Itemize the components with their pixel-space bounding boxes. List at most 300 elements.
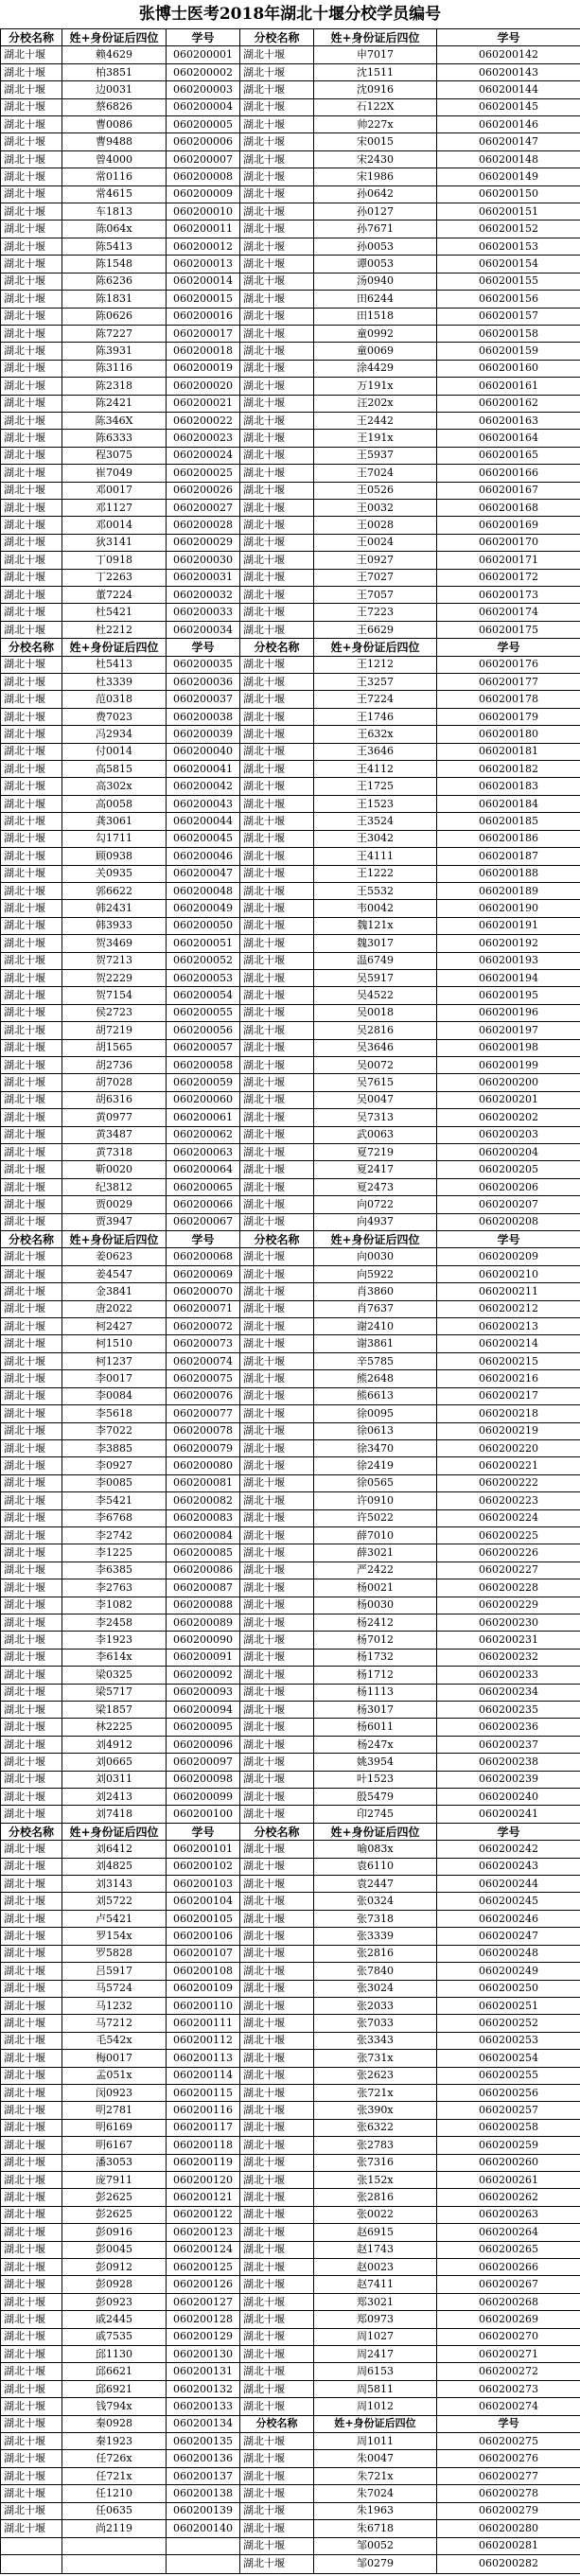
id-cell: 060200080 [167, 1457, 240, 1474]
name-cell: 姜0623 [62, 1248, 167, 1265]
name-cell: 许5022 [314, 1509, 437, 1526]
id-cell: 060200222 [437, 1474, 580, 1491]
name-cell: 费7023 [62, 708, 167, 725]
table-row [1, 1509, 580, 1526]
name-cell: 付0014 [62, 743, 167, 760]
school-cell: 湖北十堰 [1, 1265, 62, 1282]
id-cell: 060200246 [437, 1910, 580, 1927]
name-cell: 王7223 [314, 604, 437, 621]
id-cell: 060200044 [167, 813, 240, 830]
name-cell: 徐0565 [314, 1474, 437, 1491]
table-row [1, 900, 580, 917]
school-cell: 湖北十堰 [1, 1283, 62, 1300]
school-cell: 湖北十堰 [240, 2050, 314, 2067]
school-cell: 湖北十堰 [1, 2084, 62, 2101]
school-cell: 湖北十堰 [1, 325, 62, 342]
school-cell: 湖北十堰 [240, 569, 314, 586]
name-cell: 胡7028 [62, 1074, 167, 1091]
name-cell: 赵7411 [314, 2276, 437, 2293]
school-cell: 湖北十堰 [1, 81, 62, 98]
name-cell: 孙0642 [314, 185, 437, 203]
table-row [1, 917, 580, 934]
table-row [1, 1300, 580, 1317]
school-cell: 湖北十堰 [1, 2241, 62, 2258]
school-cell: 湖北十堰 [1, 203, 62, 221]
id-cell: 060200096 [167, 1736, 240, 1753]
name-cell: 王1523 [314, 795, 437, 812]
id-cell: 060200085 [167, 1544, 240, 1561]
id-cell: 060200195 [437, 987, 580, 1004]
school-cell: 湖北十堰 [1, 830, 62, 847]
name-cell: 杨1712 [314, 1667, 437, 1684]
school-cell: 湖北十堰 [240, 2502, 314, 2519]
table-row [1, 621, 580, 638]
school-cell: 湖北十堰 [240, 813, 314, 830]
name-cell: 侯2723 [62, 1004, 167, 1021]
school-cell: 湖北十堰 [240, 1056, 314, 1073]
school-cell: 湖北十堰 [1, 2467, 62, 2484]
id-cell: 060200130 [167, 2346, 240, 2363]
school-cell: 湖北十堰 [240, 969, 314, 986]
name-cell: 张2816 [314, 1945, 437, 1962]
id-cell: 060200063 [167, 1144, 240, 1161]
id-cell: 060200278 [437, 2485, 580, 2502]
id-cell: 060200072 [167, 1318, 240, 1335]
school-cell: 湖北十堰 [240, 150, 314, 168]
id-cell: 060200237 [437, 1736, 580, 1753]
name-cell: 王191x [314, 430, 437, 447]
id-cell: 060200020 [167, 378, 240, 395]
table-row [1, 1004, 580, 1021]
school-cell: 湖北十堰 [1, 1614, 62, 1631]
name-cell: 肖3860 [314, 1283, 437, 1300]
name-cell: 李1923 [62, 1632, 167, 1649]
id-cell: 060200277 [437, 2467, 580, 2484]
name-cell: 彭0912 [62, 2259, 167, 2276]
id-cell: 060200271 [437, 2346, 580, 2363]
name-cell: 马7212 [62, 2015, 167, 2032]
id-cell: 060200202 [437, 1109, 580, 1126]
table-row [1, 1492, 580, 1509]
school-cell: 湖北十堰 [1, 1597, 62, 1614]
school-cell: 湖北十堰 [1, 2415, 62, 2432]
table-row [1, 691, 580, 708]
name-cell: 明6169 [62, 2119, 167, 2136]
name-cell: 吴5917 [314, 969, 437, 986]
school-cell: 湖北十堰 [1, 952, 62, 969]
name-cell: 申7017 [314, 46, 437, 63]
id-cell: 060200102 [167, 1858, 240, 1875]
name-cell: 金3841 [62, 1283, 167, 1300]
id-cell: 060200233 [437, 1667, 580, 1684]
id-cell: 060200213 [437, 1318, 580, 1335]
id-cell: 060200024 [167, 447, 240, 464]
name-cell: 彭0045 [62, 2241, 167, 2258]
id-cell: 060200176 [437, 656, 580, 673]
table-row [1, 2206, 580, 2223]
id-cell: 060200153 [437, 238, 580, 255]
id-cell: 060200126 [167, 2276, 240, 2293]
name-cell: 丁0918 [62, 552, 167, 569]
id-cell: 060200280 [437, 2520, 580, 2537]
table-row [1, 969, 580, 986]
id-cell: 060200197 [437, 1022, 580, 1039]
school-cell: 湖北十堰 [240, 168, 314, 185]
school-cell: 湖北十堰 [240, 534, 314, 551]
name-cell: 许0910 [314, 1492, 437, 1509]
table-row [1, 98, 580, 115]
school-cell: 湖北十堰 [240, 656, 314, 673]
header-cell-0: 分校名称 [1, 639, 62, 656]
name-cell: 郭6622 [62, 882, 167, 899]
id-cell: 060200027 [167, 499, 240, 516]
name-cell: 李0017 [62, 1370, 167, 1387]
table-row [1, 1178, 580, 1195]
id-cell: 060200039 [167, 726, 240, 743]
name-cell: 李3885 [62, 1439, 167, 1456]
table-row [1, 639, 580, 656]
table-row [1, 935, 580, 952]
table-row [1, 2067, 580, 2084]
name-cell: 叶1523 [314, 1771, 437, 1788]
school-cell: 湖北十堰 [1, 2154, 62, 2171]
table-row [1, 1910, 580, 1927]
id-cell: 060200194 [437, 969, 580, 986]
name-cell: 邓0014 [62, 517, 167, 534]
school-cell: 湖北十堰 [1, 499, 62, 516]
id-cell: 060200068 [167, 1248, 240, 1265]
table-row [1, 2328, 580, 2345]
name-cell: 杜5421 [62, 604, 167, 621]
id-cell: 060200056 [167, 1022, 240, 1039]
id-cell: 060200151 [437, 203, 580, 221]
school-cell: 湖北十堰 [1, 1876, 62, 1893]
school-cell: 湖北十堰 [1, 360, 62, 377]
name-cell: 张152x [314, 2171, 437, 2188]
id-cell: 060200198 [437, 1039, 580, 1056]
school-cell: 湖北十堰 [240, 2328, 314, 2345]
school-cell: 湖北十堰 [1, 1858, 62, 1875]
school-cell: 湖北十堰 [1, 1091, 62, 1108]
table-row [1, 1841, 580, 1858]
school-cell: 湖北十堰 [1, 1178, 62, 1195]
school-cell: 湖北十堰 [240, 1439, 314, 1456]
name-cell: 杨0021 [314, 1579, 437, 1597]
name-cell: 马5724 [62, 1980, 167, 1997]
table-row [1, 2241, 580, 2258]
school-cell: 湖北十堰 [1, 2189, 62, 2206]
name-cell: 柯2427 [62, 1318, 167, 1335]
school-cell: 湖北十堰 [240, 1492, 314, 1509]
school-cell: 湖北十堰 [240, 935, 314, 952]
name-cell: 姜4547 [62, 1265, 167, 1282]
name-cell: 陈1831 [62, 291, 167, 308]
id-cell: 060200232 [437, 1649, 580, 1666]
table-row [1, 2502, 580, 2519]
school-cell: 湖北十堰 [240, 1248, 314, 1265]
id-cell: 060200244 [437, 1876, 580, 1893]
school-cell: 湖北十堰 [240, 517, 314, 534]
table-row [1, 1039, 580, 1056]
school-cell: 湖北十堰 [1, 2137, 62, 2154]
school-cell: 湖北十堰 [240, 900, 314, 917]
id-cell: 060200098 [167, 1771, 240, 1788]
school-cell: 湖北十堰 [240, 2554, 314, 2573]
school-cell: 湖北十堰 [240, 1841, 314, 1858]
id-cell: 060200276 [437, 2450, 580, 2467]
school-cell: 湖北十堰 [1, 1928, 62, 1945]
school-cell: 湖北十堰 [240, 465, 314, 482]
name-cell: 王6629 [314, 621, 437, 638]
id-cell: 060200170 [437, 534, 580, 551]
id-cell: 060200145 [437, 98, 580, 115]
school-cell: 湖北十堰 [1, 2171, 62, 2188]
name-cell: 卢5421 [62, 1910, 167, 1927]
school-cell: 湖北十堰 [1, 848, 62, 865]
id-cell: 060200241 [437, 1806, 580, 1823]
id-cell: 060200113 [167, 2050, 240, 2067]
school-cell: 湖北十堰 [1, 1980, 62, 1997]
id-cell: 060200033 [167, 604, 240, 621]
name-cell: 夏2417 [314, 1161, 437, 1178]
school-cell: 湖北十堰 [240, 2467, 314, 2484]
name-cell: 向5922 [314, 1265, 437, 1282]
school-cell: 湖北十堰 [1, 2485, 62, 2502]
id-cell: 060200090 [167, 1632, 240, 1649]
school-cell: 湖北十堰 [240, 2206, 314, 2223]
table-row [1, 430, 580, 447]
name-cell: 向0030 [314, 1248, 437, 1265]
table-row [1, 1213, 580, 1230]
id-cell: 060200272 [437, 2363, 580, 2380]
id-cell: 060200211 [437, 1283, 580, 1300]
table-row [1, 482, 580, 499]
name-cell: 贺7154 [62, 987, 167, 1004]
school-cell: 湖北十堰 [1, 2224, 62, 2241]
table-row [1, 2346, 580, 2363]
name-cell: 梅0017 [62, 2050, 167, 2067]
name-cell: 谭0053 [314, 256, 437, 273]
id-cell: 060200007 [167, 150, 240, 168]
school-cell: 湖北十堰 [1, 2119, 62, 2136]
name-cell: 宋2430 [314, 150, 437, 168]
table-row [1, 150, 580, 168]
name-cell: 杜5413 [62, 656, 167, 673]
id-cell: 060200095 [167, 1719, 240, 1736]
id-cell: 060200048 [167, 882, 240, 899]
table-row [1, 1074, 580, 1091]
id-cell: 060200114 [167, 2067, 240, 2084]
table-row [1, 308, 580, 325]
name-cell: 周1027 [314, 2328, 437, 2345]
table-row [1, 761, 580, 778]
table-row [1, 1544, 580, 1561]
school-cell: 湖北十堰 [240, 761, 314, 778]
school-cell: 湖北十堰 [240, 395, 314, 412]
table-row [1, 1422, 580, 1439]
school-cell: 湖北十堰 [1, 1074, 62, 1091]
school-cell: 湖北十堰 [1, 221, 62, 238]
table-row [1, 1997, 580, 2014]
name-cell: 谢2410 [314, 1318, 437, 1335]
name-cell: 薛7010 [314, 1526, 437, 1544]
table-row [1, 360, 580, 377]
name-cell: 杨1113 [314, 1684, 437, 1701]
table-row [1, 1352, 580, 1369]
header-cell-1: 姓+身份证后四位 [314, 639, 437, 656]
id-cell: 060200188 [437, 865, 580, 882]
id-cell: 060200223 [437, 1492, 580, 1509]
id-cell: 060200175 [437, 621, 580, 638]
table-row [1, 987, 580, 1004]
school-cell: 湖北十堰 [240, 795, 314, 812]
school-cell: 湖北十堰 [240, 917, 314, 934]
id-cell: 060200043 [167, 795, 240, 812]
id-cell: 060200152 [437, 221, 580, 238]
name-cell: 彭2625 [62, 2189, 167, 2206]
id-cell: 060200166 [437, 465, 580, 482]
id-cell: 060200187 [437, 848, 580, 865]
school-cell: 湖北十堰 [240, 1667, 314, 1684]
table-row [1, 2259, 580, 2276]
id-cell: 060200061 [167, 1109, 240, 1126]
name-cell: 张2033 [314, 1997, 437, 2014]
table-row [1, 1928, 580, 1945]
name-cell: 汤0940 [314, 273, 437, 290]
id-cell: 060200172 [437, 569, 580, 586]
id-cell: 060200082 [167, 1492, 240, 1509]
school-cell: 湖北十堰 [1, 865, 62, 882]
name-cell: 吴0047 [314, 1091, 437, 1108]
id-cell: 060200073 [167, 1335, 240, 1352]
name-cell: 刘6412 [62, 1841, 167, 1858]
id-cell: 060200274 [437, 2398, 580, 2415]
school-cell: 湖北十堰 [240, 1300, 314, 1317]
id-cell: 060200137 [167, 2467, 240, 2484]
school-cell: 湖北十堰 [240, 46, 314, 63]
school-cell: 湖北十堰 [1, 1039, 62, 1056]
school-cell: 湖北十堰 [240, 2067, 314, 2084]
school-cell: 湖北十堰 [240, 482, 314, 499]
school-cell: 湖北十堰 [240, 621, 314, 638]
name-cell: 董7224 [62, 587, 167, 604]
school-cell: 湖北十堰 [240, 1074, 314, 1091]
id-cell: 060200268 [437, 2293, 580, 2310]
id-cell: 060200062 [167, 1126, 240, 1143]
table-row [1, 81, 580, 98]
table-row [1, 604, 580, 621]
id-cell: 060200238 [437, 1754, 580, 1771]
school-cell: 湖北十堰 [240, 2171, 314, 2188]
id-cell: 060200023 [167, 430, 240, 447]
school-cell: 湖北十堰 [240, 2189, 314, 2206]
name-cell: 彭0923 [62, 2293, 167, 2310]
table-row [1, 2433, 580, 2450]
table-row [1, 2467, 580, 2484]
table-row [1, 2485, 580, 2502]
name-cell: 朱6718 [314, 2520, 437, 2537]
school-cell: 湖北十堰 [240, 1526, 314, 1544]
name-cell: 王3646 [314, 743, 437, 760]
school-cell: 湖北十堰 [1, 917, 62, 934]
school-cell: 湖北十堰 [1, 1526, 62, 1544]
name-cell: 张3024 [314, 1980, 437, 1997]
school-cell: 湖北十堰 [240, 1335, 314, 1352]
name-cell: 吕5917 [62, 1963, 167, 1980]
school-cell: 湖北十堰 [240, 987, 314, 1004]
name-cell: 谢3861 [314, 1335, 437, 1352]
school-cell: 湖北十堰 [240, 325, 314, 342]
name-cell: 夏2473 [314, 1178, 437, 1195]
id-cell: 060200270 [437, 2328, 580, 2345]
id-cell: 060200008 [167, 168, 240, 185]
school-cell: 湖北十堰 [1, 2398, 62, 2415]
id-cell: 060200227 [437, 1561, 580, 1579]
name-cell: 杨247x [314, 1736, 437, 1753]
table-row [1, 1335, 580, 1352]
name-cell: 李0085 [62, 1474, 167, 1491]
school-cell: 湖北十堰 [1, 2380, 62, 2397]
school-cell: 湖北十堰 [240, 743, 314, 760]
name-cell: 明6167 [62, 2137, 167, 2154]
table-row [1, 743, 580, 760]
school-cell: 湖北十堰 [240, 1754, 314, 1771]
header-cell-1: 姓+身份证后四位 [62, 639, 167, 656]
name-cell: 韩2431 [62, 900, 167, 917]
id-cell: 060200182 [437, 761, 580, 778]
id-cell: 060200002 [167, 63, 240, 80]
name-cell: 边0031 [62, 81, 167, 98]
name-cell: 王0526 [314, 482, 437, 499]
name-cell: 常4615 [62, 185, 167, 203]
name-cell: 任1210 [62, 2485, 167, 2502]
name-cell: 刘4825 [62, 1858, 167, 1875]
school-cell: 湖北十堰 [1, 2520, 62, 2537]
school-cell: 湖北十堰 [240, 1702, 314, 1719]
school-cell: 湖北十堰 [240, 1109, 314, 1126]
school-cell: 湖北十堰 [240, 1579, 314, 1597]
id-cell: 060200173 [437, 587, 580, 604]
name-cell: 田6244 [314, 291, 437, 308]
id-cell: 060200099 [167, 1789, 240, 1806]
table-row [1, 1318, 580, 1335]
id-cell: 060200215 [437, 1352, 580, 1369]
school-cell: 湖北十堰 [1, 1684, 62, 1701]
school-cell: 湖北十堰 [240, 2015, 314, 2032]
table-row [1, 1806, 580, 1823]
header-cell-2: 学号 [437, 639, 580, 656]
school-cell: 湖北十堰 [1, 1335, 62, 1352]
name-cell: 张2623 [314, 2067, 437, 2084]
name-cell: 朱0047 [314, 2450, 437, 2467]
name-cell: 罗5828 [62, 1945, 167, 1962]
id-cell: 060200275 [437, 2433, 580, 2450]
id-cell: 060200250 [437, 1980, 580, 1997]
id-cell: 060200047 [167, 865, 240, 882]
name-cell: 张0022 [314, 2206, 437, 2223]
school-cell: 湖北十堰 [240, 708, 314, 725]
school-cell: 湖北十堰 [1, 621, 62, 638]
document-title: 张博士医考2018年湖北十堰分校学员编号 [138, 5, 442, 24]
school-cell: 湖北十堰 [1, 447, 62, 464]
table-row [1, 813, 580, 830]
id-cell: 060200081 [167, 1474, 240, 1491]
id-cell: 060200049 [167, 900, 240, 917]
table-row [1, 2554, 580, 2573]
school-cell: 湖北十堰 [1, 1544, 62, 1561]
school-cell: 湖北十堰 [240, 291, 314, 308]
id-cell: 060200032 [167, 587, 240, 604]
